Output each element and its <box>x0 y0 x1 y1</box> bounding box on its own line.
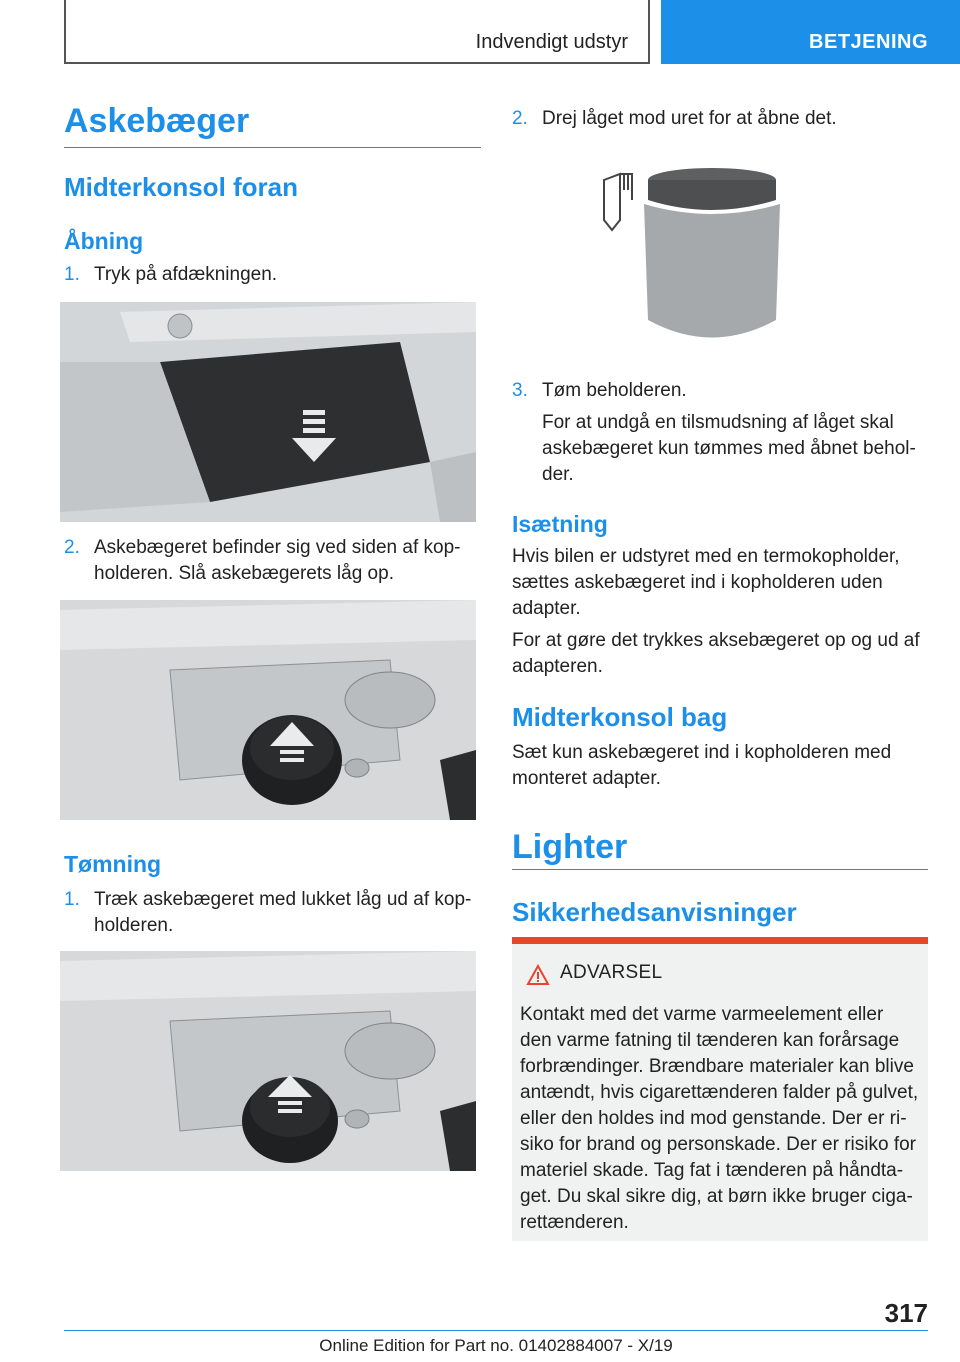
lighter-rule <box>512 869 928 870</box>
step-number: 3. <box>512 380 528 401</box>
insertion-paragraph-1 <box>512 544 932 622</box>
step-text-line: holderen. Slå askebægerets låg op. <box>94 563 394 584</box>
section-title-front: Midterkonsol foran <box>64 172 299 202</box>
warning-triangle-icon <box>526 964 550 986</box>
step-number: 2. <box>512 108 528 129</box>
step-text: Tøm beholderen. <box>542 380 687 401</box>
cupholder-pull-illustration <box>60 951 476 1171</box>
paragraph-line: Sæt kun askebægeret ind i kopholderen med <box>512 742 892 763</box>
footer-rule <box>64 1330 928 1331</box>
paragraph-line: Hvis bilen er udstyret med en termokopholder, <box>512 546 900 567</box>
warning-bar <box>512 937 928 944</box>
warning-line: forbrændinger. Brændbare materialer kan blive <box>520 1056 914 1077</box>
step-1-opening <box>64 262 484 288</box>
paragraph-line: adapter. <box>512 598 581 619</box>
step-text-line: Træk askebægeret med lukket låg ud af kop- <box>94 889 472 910</box>
step-number: 1. <box>64 889 80 910</box>
ashtray-icon <box>590 160 790 350</box>
footer-edition: Online Edition for Part no. 01402884007 - X/19 <box>319 1336 673 1355</box>
photo-lid-open <box>60 600 476 820</box>
header-section-title: Indvendigt udstyr <box>475 31 628 53</box>
ashtray-lid-illustration <box>590 160 790 350</box>
paragraph-line: monteret adapter. <box>512 768 661 789</box>
console-cover-illustration <box>60 302 476 522</box>
step-text: Tryk på afdækningen. <box>94 264 278 285</box>
photo-pull-out <box>60 951 476 1171</box>
step-text-line: holderen. <box>94 915 174 936</box>
page-number: 317 <box>884 1298 928 1328</box>
title-rule <box>64 147 481 148</box>
paragraph-line: adapteren. <box>512 656 603 677</box>
section-title-lighter: Lighter <box>512 828 628 866</box>
warning-line: rettænderen. <box>520 1212 629 1233</box>
warning-line: materiel skade. Tag fat i tænderen på håndta- <box>520 1160 904 1181</box>
step-note-line: askebægeret kun tømmes med åbnet behol- <box>542 438 916 459</box>
step-note-line: For at undgå en tilsmudsning af låget skal <box>542 412 894 433</box>
step-3-emptying <box>512 378 932 488</box>
photo-cover-press <box>60 302 476 522</box>
warning-line: den varme fatning til tænderen kan forårsage <box>520 1030 900 1051</box>
warning-line: siko for brand og personskade. Der er risiko for <box>520 1134 917 1155</box>
warning-label: ADVARSEL <box>560 962 663 983</box>
step-note-line: der. <box>542 464 574 485</box>
warning-text <box>512 996 928 1236</box>
step-1-emptying <box>64 887 484 939</box>
section-title-safety: Sikkerhedsanvisninger <box>512 897 797 927</box>
step-text-line: Askebægeret befinder sig ved siden af kop- <box>94 537 461 558</box>
cupholder-illustration <box>60 600 476 820</box>
page-title: Askebæger <box>64 102 250 140</box>
subsection-opening: Åbning <box>64 228 144 254</box>
step-number: 1. <box>64 264 80 285</box>
header-chapter-tab: BETJENING <box>661 0 960 64</box>
warning-line: eller den holdes ind mod genstande. Der er ri- <box>520 1108 907 1129</box>
section-title-rear: Midterkonsol bag <box>512 702 728 732</box>
warning-box <box>512 937 928 1241</box>
step-2-opening <box>64 535 484 587</box>
paragraph-line: For at gøre det trykkes aksebægeret op og ud af <box>512 630 920 651</box>
step-text: Drej låget mod uret for at åbne det. <box>542 108 837 129</box>
warning-line: antændt, hvis cigarettænderen falder på gulvet, <box>520 1082 919 1103</box>
subsection-emptying: Tømning <box>64 851 162 877</box>
warning-line: Kontakt med det varme varmeelement eller <box>520 1004 884 1025</box>
warning-line: get. Du skal sikre dig, at børn ikke bruger ciga- <box>520 1186 913 1207</box>
step-2-emptying <box>512 106 932 132</box>
insertion-paragraph-2 <box>512 628 932 680</box>
step-number: 2. <box>64 537 80 558</box>
warning-header <box>512 944 928 996</box>
subsection-insertion: Isætning <box>512 511 608 537</box>
paragraph-line: sættes askebægeret ind i kopholderen uden <box>512 572 883 593</box>
rear-paragraph <box>512 740 932 792</box>
